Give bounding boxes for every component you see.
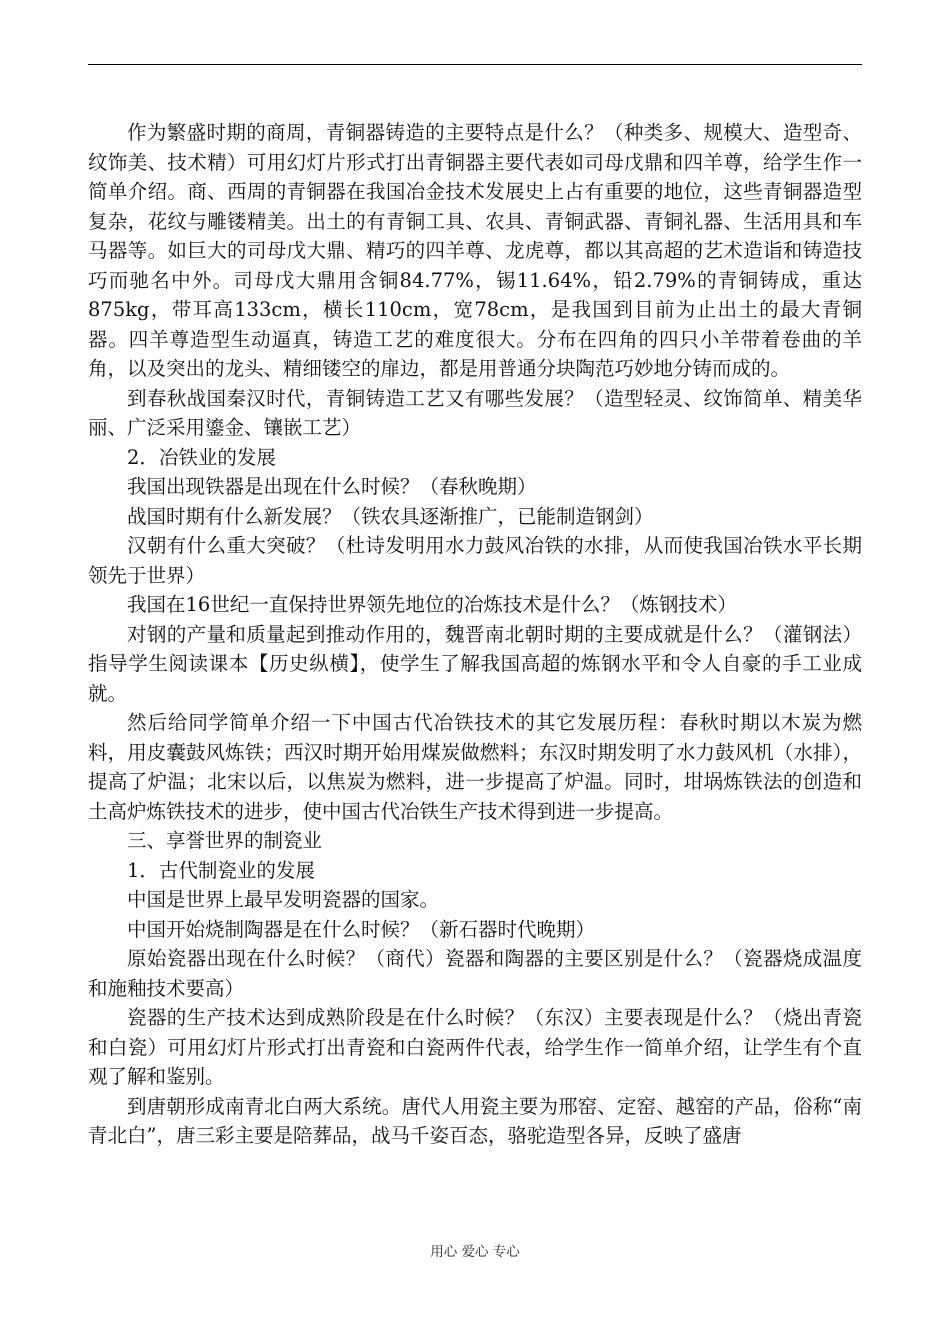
paragraph-mature-porcelain: 瓷器的生产技术达到成熟阶段是在什么时候？（东汉）主要表现是什么？（烧出青瓷和白瓷）可用幻灯片形式打出青瓷和白瓷两件代表，给学生作一简单介绍，让学生有个直观了解和鉴别。 [88,1006,862,1088]
paragraph-guangang-method: 对钢的产量和质量起到推动作用的，魏晋南北朝时期的主要成就是什么？（灌钢法）指导学生阅读课本【历史纵横】，使学生了解我国高超的炼钢水平和令人自豪的手工业成就。 [88,622,862,705]
paragraph-bronze-spring-autumn: 到春秋战国秦汉时代，青铜铸造工艺又有哪些发展？（造型轻灵、纹饰简单、精美华丽、广泛采用鎏金、镶嵌工艺） [88,386,862,439]
document-body [88,118,862,1151]
paragraph-iron-origin: 我国出现铁器是出现在什么时候？（春秋晚期） [127,475,537,498]
page-footer: 用心 爱心 专心 [430,1244,520,1260]
header-rule [88,64,862,65]
paragraph-steel-technology: 我国在16世纪一直保持世界领先地位的冶炼技术是什么？（炼钢技术） [127,593,737,616]
paragraph-iron-history: 然后给同学简单介绍一下中国古代冶铁技术的其它发展历程：春秋时期以木炭为燃料，用皮囊鼓风炼铁；西汉时期开始用煤炭做燃料；东汉时期发明了水力鼓风机（水排），提高了炉温；北宋以后，以焦炭为燃料，进一步提高了炉温。同时，坩埚炼铁法的创造和土高炉炼铁技术的进步，使中国古代冶铁生产技术得到进一步提高。 [88,711,862,823]
paragraph-han-breakthrough: 汉朝有什么重大突破？（杜诗发明用水力鼓风冶铁的水排，从而使我国冶铁水平长期领先于世界） [88,534,862,587]
paragraph-porcelain-invention: 中国是世界上最早发明瓷器的国家。 [127,888,440,911]
heading-porcelain-development: 1．古代制瓷业的发展 [127,858,315,882]
paragraph-warring-states: 战国时期有什么新发展？（铁农具逐渐推广，已能制造钢剑） [127,504,654,528]
heading-porcelain: 三、享誉世界的制瓷业 [127,829,323,852]
heading-iron-smelting: 2．冶铁业的发展 [127,445,276,469]
paragraph-primitive-porcelain: 原始瓷器出现在什么时候？（商代）瓷器和陶器的主要区别是什么？（瓷器烧成温度和施釉技术要高） [88,947,862,1000]
paragraph-tang-porcelain: 到唐朝形成南青北白两大系统。唐代人用瓷主要为邢窑、定窑、越窑的产品，俗称“南青北白”，唐三彩主要是陪葬品，战马千姿百态，骆驼造型各异，反映了盛唐 [88,1094,862,1147]
paragraph-pottery-origin: 中国开始烧制陶器是在什么时候？（新石器时代晚期） [127,917,596,941]
paragraph-bronze-shang-zhou: 作为繁盛时期的商周，青铜器铸造的主要特点是什么？（种类多、规模大、造型奇、纹饰美、技术精）可用幻灯片形式打出青铜器主要代表如司母戊鼎和四羊尊，给学生作一简单介绍。商、西周的青铜器在我国冶金技术发展史上占有重要的地位，这些青铜器造型复杂，花纹与雕镂精美。出土的有青铜工具、农具、青铜武器、青铜礼器、生活用具和车马器等。如巨大的司母戊大鼎、精巧的四羊尊、龙虎尊，都以其高超的艺术造诣和铸造技巧而驰名中外。司母戊大鼎用含铜84.77%，锡11.64%，铅2.79%的青铜铸成，重达875kg，带耳高133cm，横长110cm，宽78cm，是我国到目前为止出土的最大青铜器。四羊尊造型生动逼真，铸造工艺的难度很大。分布在四角的四只小羊带着卷曲的羊角，以及突出的龙头、精细镂空的扉边，都是用普通分块陶范巧妙地分铸而成的。 [88,121,862,380]
